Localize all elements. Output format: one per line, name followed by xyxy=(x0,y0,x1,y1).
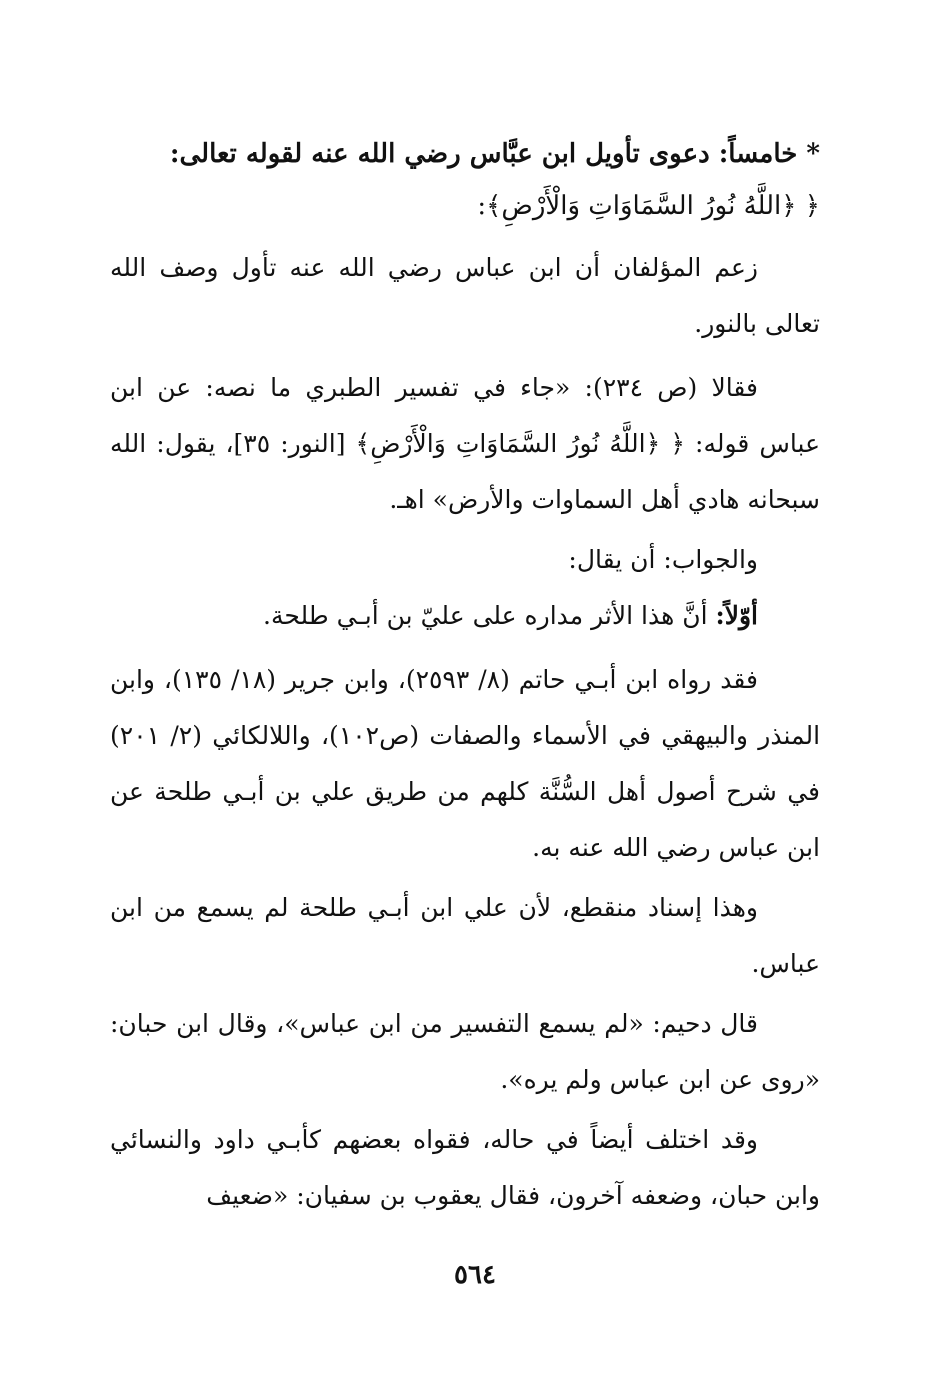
first-point-text: أنَّ هذا الأثر مداره على عليّ بن أبـي طلحة. xyxy=(263,601,708,630)
paragraph-claim xyxy=(110,240,820,352)
paragraph-isnad-text: وهذا إسناد منقطع، لأن علي ابن أبـي طلحة لم يسمع من ابن عباس. xyxy=(110,893,820,978)
paragraph-quote xyxy=(110,360,820,528)
paragraph-claim-text: زعم المؤلفان أن ابن عباس رضي الله عنه تأول وصف الله تعالى بالنور. xyxy=(110,253,820,338)
heading-title: * خامساً: دعوى تأويل ابن عبَّاس رضي الله عنه لقوله تعالى: xyxy=(169,139,820,169)
section-heading xyxy=(110,128,820,232)
paragraph-answer xyxy=(110,532,820,644)
answer-intro: والجواب: أن يقال: xyxy=(568,545,758,574)
paragraph-duhaym-text: قال دحيم: «لم يسمع التفسير من ابن عباس»، وقال ابن حبان: «روى عن ابن عباس ولم يره». xyxy=(110,1009,820,1094)
paragraph-sources xyxy=(110,652,820,876)
paragraph-disagreement-text: وقد اختلف أيضاً في حاله، فقواه بعضهم كأبـي داود والنسائي وابن حبان، وضعفه آخرون، فقال يعقوب بن سفيان: «ضعيف xyxy=(110,1125,820,1210)
answer-first-point xyxy=(110,588,820,644)
paragraph-duhaym xyxy=(110,996,820,1108)
paragraph-isnad xyxy=(110,880,820,992)
paragraph-quote-text: فقالا (ص ٢٣٤): «جاء في تفسير الطبري ما نصه: عن ابن عباس قوله: ﴿ ﴿اللَّهُ نُورُ السَّمَاوَاتِ وَالْأَرْضِ﴾ [النور: ٣٥]، يقول: الله سبحانه هادي أهل السماوات والأرض» اهـ. xyxy=(110,373,820,514)
paragraph-sources-text: فقد رواه ابن أبـي حاتم (٨/ ٢٥٩٣)، وابن جرير (١٨/ ١٣٥)، وابن المنذر والبيهقي في الأسماء والصفات (ص١٠٢)، واللالكائي (٢/ ٢٠١) في شرح أصول أهل السُّنَّة كلهم من طريق علي بن أبـي طلحة عن ابن عباس رضي الله عنه به. xyxy=(110,665,821,862)
page-number: ٥٦٤ xyxy=(454,1260,496,1290)
paragraph-disagreement xyxy=(110,1112,820,1224)
first-point-label: أوّلاً: xyxy=(715,601,758,630)
heading-verse: ﴿ ﴿اللَّهُ نُورُ السَّمَاوَاتِ وَالْأَرْضِ﴾: xyxy=(477,191,820,221)
